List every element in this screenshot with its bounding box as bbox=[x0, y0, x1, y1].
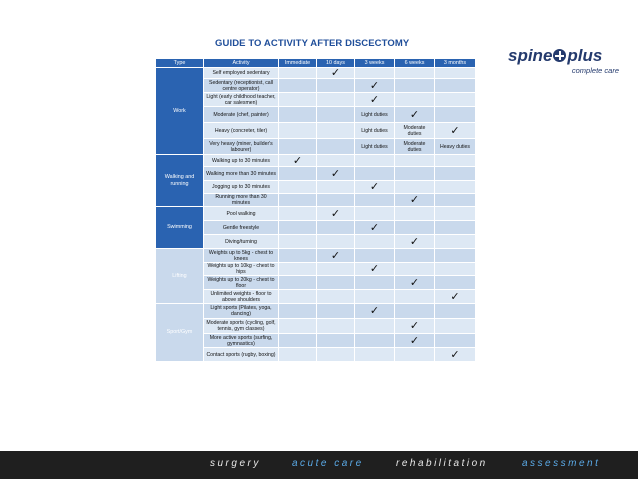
checkmark-cell bbox=[355, 263, 395, 276]
timeframe-cell bbox=[355, 167, 395, 181]
timeframe-cell bbox=[435, 79, 476, 93]
checkmark-cell bbox=[435, 123, 476, 139]
logo-brand-right: plus bbox=[567, 46, 603, 65]
timeframe-cell bbox=[317, 235, 355, 249]
timeframe-cell bbox=[355, 207, 395, 221]
activity-cell: Heavy (concreter, tiler) bbox=[204, 123, 279, 139]
timeframe-cell bbox=[279, 304, 317, 319]
timeframe-cell bbox=[435, 249, 476, 263]
timeframe-cell bbox=[395, 79, 435, 93]
header-type: Type bbox=[156, 59, 204, 68]
table-row bbox=[156, 304, 476, 319]
checkmark-icon: ✓ bbox=[330, 248, 341, 262]
timeframe-cell bbox=[279, 207, 317, 221]
activity-cell: Pool walking bbox=[204, 207, 279, 221]
checkmark-icon: ✓ bbox=[369, 262, 380, 275]
type-cell: Sport/Gym bbox=[156, 304, 204, 362]
timeframe-cell bbox=[395, 167, 435, 181]
activity-cell: Moderate (chef, painter) bbox=[204, 107, 279, 123]
timeframe-cell bbox=[317, 123, 355, 139]
activity-cell: Diving/turning bbox=[204, 235, 279, 249]
timeframe-cell bbox=[317, 181, 355, 194]
timeframe-cell: Heavy duties bbox=[435, 139, 476, 155]
timeframe-cell bbox=[435, 276, 476, 290]
checkmark-cell bbox=[317, 68, 355, 79]
activity-cell: Weights up to 5kg - chest to knees bbox=[204, 249, 279, 263]
timeframe-cell bbox=[395, 348, 435, 362]
checkmark-cell bbox=[395, 194, 435, 207]
timeframe-cell bbox=[317, 319, 355, 334]
timeframe-cell bbox=[317, 290, 355, 304]
timeframe-cell: Moderate duties bbox=[395, 139, 435, 155]
logo-brand-left: spine bbox=[508, 46, 553, 65]
checkmark-icon: ✓ bbox=[409, 275, 420, 289]
timeframe-cell bbox=[279, 334, 317, 348]
timeframe-cell bbox=[279, 79, 317, 93]
timeframe-cell bbox=[317, 155, 355, 167]
timeframe-cell bbox=[355, 249, 395, 263]
plus-circle-icon bbox=[553, 49, 566, 62]
logo-brand bbox=[508, 46, 602, 66]
timeframe-cell bbox=[317, 276, 355, 290]
header-activity: Activity bbox=[204, 59, 279, 68]
header-10-days: 10 days bbox=[317, 59, 355, 68]
activity-cell: Walking up to 30 minutes bbox=[204, 155, 279, 167]
footer-item-surgery: surgery bbox=[210, 458, 261, 469]
table-row bbox=[156, 181, 476, 194]
checkmark-icon: ✓ bbox=[369, 92, 380, 106]
timeframe-cell bbox=[317, 139, 355, 155]
type-cell: Swimming bbox=[156, 207, 204, 249]
spineplus-logo bbox=[508, 46, 623, 80]
timeframe-cell bbox=[317, 334, 355, 348]
timeframe-cell bbox=[355, 235, 395, 249]
table-row bbox=[156, 348, 476, 362]
document-title: GUIDE TO ACTIVITY AFTER DISCECTOMY bbox=[215, 38, 410, 49]
timeframe-cell bbox=[317, 93, 355, 107]
footer-item-assessment: assessment bbox=[522, 458, 601, 469]
table-row bbox=[156, 107, 476, 123]
activity-cell: Weights up to 20kg - chest to floor bbox=[204, 276, 279, 290]
timeframe-cell bbox=[395, 181, 435, 194]
timeframe-cell bbox=[279, 276, 317, 290]
timeframe-cell bbox=[395, 93, 435, 107]
table-row bbox=[156, 93, 476, 107]
checkmark-icon: ✓ bbox=[330, 166, 341, 180]
timeframe-cell bbox=[317, 263, 355, 276]
header-immediate: Immediate bbox=[279, 59, 317, 68]
timeframe-cell bbox=[355, 194, 395, 207]
timeframe-cell bbox=[395, 249, 435, 263]
checkmark-cell bbox=[355, 181, 395, 194]
checkmark-icon: ✓ bbox=[409, 193, 420, 206]
checkmark-icon: ✓ bbox=[330, 206, 341, 220]
checkmark-cell bbox=[355, 79, 395, 93]
checkmark-icon: ✓ bbox=[369, 304, 380, 317]
checkmark-cell bbox=[395, 107, 435, 123]
checkmark-icon: ✓ bbox=[292, 154, 303, 167]
timeframe-cell bbox=[279, 167, 317, 181]
timeframe-cell bbox=[395, 304, 435, 319]
activity-cell: More active sports (surfing, gymnastics) bbox=[204, 334, 279, 348]
timeframe-cell bbox=[435, 319, 476, 334]
activity-cell: Self employed sedentary bbox=[204, 68, 279, 79]
timeframe-cell bbox=[395, 221, 435, 235]
timeframe-cell bbox=[435, 263, 476, 276]
checkmark-cell bbox=[355, 221, 395, 235]
timeframe-cell bbox=[317, 348, 355, 362]
timeframe-cell bbox=[317, 304, 355, 319]
checkmark-icon: ✓ bbox=[369, 220, 380, 234]
timeframe-cell bbox=[355, 334, 395, 348]
activity-cell: Sedentary (receptionist, call centre operator) bbox=[204, 79, 279, 93]
activity-cell: Moderate sports (cycling, golf, tennis, gym classes) bbox=[204, 319, 279, 334]
timeframe-cell bbox=[435, 334, 476, 348]
timeframe-cell bbox=[355, 290, 395, 304]
footer-bar bbox=[0, 451, 638, 479]
timeframe-cell bbox=[317, 79, 355, 93]
timeframe-cell bbox=[435, 93, 476, 107]
table-row bbox=[156, 123, 476, 139]
timeframe-cell bbox=[279, 235, 317, 249]
checkmark-cell bbox=[355, 93, 395, 107]
type-cell: Work bbox=[156, 68, 204, 155]
checkmark-cell bbox=[395, 235, 435, 249]
table-row bbox=[156, 263, 476, 276]
timeframe-cell bbox=[279, 93, 317, 107]
table-row bbox=[156, 207, 476, 221]
timeframe-cell bbox=[279, 68, 317, 79]
footer-item-rehabilitation: rehabilitation bbox=[396, 458, 488, 469]
table-row bbox=[156, 276, 476, 290]
timeframe-cell bbox=[435, 167, 476, 181]
table-row bbox=[156, 68, 476, 79]
type-cell: Walking and running bbox=[156, 155, 204, 207]
activity-cell: Jogging up to 30 minutes bbox=[204, 181, 279, 194]
activity-cell: Contact sports (rugby, boxing) bbox=[204, 348, 279, 362]
timeframe-cell bbox=[435, 221, 476, 235]
timeframe-cell bbox=[317, 107, 355, 123]
timeframe-cell bbox=[279, 107, 317, 123]
timeframe-cell bbox=[355, 155, 395, 167]
timeframe-cell bbox=[279, 181, 317, 194]
checkmark-cell bbox=[395, 334, 435, 348]
checkmark-cell bbox=[355, 304, 395, 319]
activity-cell: Running more than 30 minutes bbox=[204, 194, 279, 207]
activity-cell: Unlimited weights - floor to above shoulders bbox=[204, 290, 279, 304]
activity-guide-table bbox=[155, 58, 476, 362]
table-row bbox=[156, 139, 476, 155]
checkmark-icon: ✓ bbox=[369, 78, 380, 92]
checkmark-icon: ✓ bbox=[450, 123, 460, 137]
timeframe-cell bbox=[279, 348, 317, 362]
header-6-weeks: 6 weeks bbox=[395, 59, 435, 68]
timeframe-cell bbox=[435, 68, 476, 79]
timeframe-cell bbox=[279, 290, 317, 304]
timeframe-cell bbox=[279, 139, 317, 155]
timeframe-cell: Light duties bbox=[355, 139, 395, 155]
timeframe-cell bbox=[355, 319, 395, 334]
checkmark-cell bbox=[435, 290, 476, 304]
timeframe-cell: Light duties bbox=[355, 123, 395, 139]
timeframe-cell bbox=[355, 68, 395, 79]
type-cell: Lifting bbox=[156, 249, 204, 304]
table-row bbox=[156, 79, 476, 93]
timeframe-cell bbox=[317, 221, 355, 235]
table-row bbox=[156, 155, 476, 167]
table-row bbox=[156, 334, 476, 348]
checkmark-icon: ✓ bbox=[409, 319, 420, 332]
table-row bbox=[156, 167, 476, 181]
checkmark-icon: ✓ bbox=[330, 67, 341, 79]
activity-cell: Light sports (Pilates, yoga, dancing) bbox=[204, 304, 279, 319]
timeframe-cell bbox=[279, 249, 317, 263]
activity-cell: Gentle freestyle bbox=[204, 221, 279, 235]
timeframe-cell bbox=[279, 221, 317, 235]
timeframe-cell bbox=[435, 235, 476, 249]
timeframe-cell bbox=[279, 194, 317, 207]
header-3-weeks: 3 weeks bbox=[355, 59, 395, 68]
timeframe-cell: Light duties bbox=[355, 107, 395, 123]
timeframe-cell: Moderate duties bbox=[395, 123, 435, 139]
timeframe-cell bbox=[279, 123, 317, 139]
timeframe-cell bbox=[355, 276, 395, 290]
checkmark-cell bbox=[395, 276, 435, 290]
timeframe-cell bbox=[355, 348, 395, 362]
timeframe-cell bbox=[435, 194, 476, 207]
timeframe-cell bbox=[435, 181, 476, 194]
checkmark-icon: ✓ bbox=[409, 107, 420, 121]
timeframe-cell bbox=[317, 194, 355, 207]
timeframe-cell bbox=[279, 263, 317, 276]
checkmark-cell bbox=[317, 207, 355, 221]
activity-cell: Very heavy (miner, builder's labourer) bbox=[204, 139, 279, 155]
table-row bbox=[156, 249, 476, 263]
timeframe-cell bbox=[395, 68, 435, 79]
table-header-row bbox=[156, 59, 476, 68]
header-3-months: 3 months bbox=[435, 59, 476, 68]
activity-cell: Walking more than 30 minutes bbox=[204, 167, 279, 181]
table-row bbox=[156, 319, 476, 334]
checkmark-cell bbox=[317, 167, 355, 181]
timeframe-cell bbox=[279, 319, 317, 334]
table-row bbox=[156, 221, 476, 235]
table-row bbox=[156, 235, 476, 249]
table-row bbox=[156, 194, 476, 207]
checkmark-icon: ✓ bbox=[409, 234, 420, 248]
timeframe-cell bbox=[395, 155, 435, 167]
logo-tagline: complete care bbox=[571, 66, 619, 75]
footer-item-acute-care: acute care bbox=[292, 458, 364, 469]
timeframe-cell bbox=[435, 155, 476, 167]
checkmark-icon: ✓ bbox=[450, 289, 460, 303]
timeframe-cell bbox=[395, 263, 435, 276]
checkmark-cell bbox=[279, 155, 317, 167]
checkmark-icon: ✓ bbox=[409, 333, 420, 347]
timeframe-cell bbox=[395, 207, 435, 221]
checkmark-cell bbox=[317, 249, 355, 263]
timeframe-cell bbox=[435, 304, 476, 319]
timeframe-cell bbox=[435, 107, 476, 123]
table-row bbox=[156, 290, 476, 304]
activity-cell: Weights up to 10kg - chest to hips bbox=[204, 263, 279, 276]
checkmark-cell bbox=[395, 319, 435, 334]
checkmark-icon: ✓ bbox=[369, 180, 380, 193]
checkmark-icon: ✓ bbox=[450, 347, 460, 361]
activity-cell: Light (early childhood teacher, car salesmen) bbox=[204, 93, 279, 107]
timeframe-cell bbox=[395, 290, 435, 304]
checkmark-cell bbox=[435, 348, 476, 362]
table-body bbox=[156, 68, 476, 362]
timeframe-cell bbox=[435, 207, 476, 221]
